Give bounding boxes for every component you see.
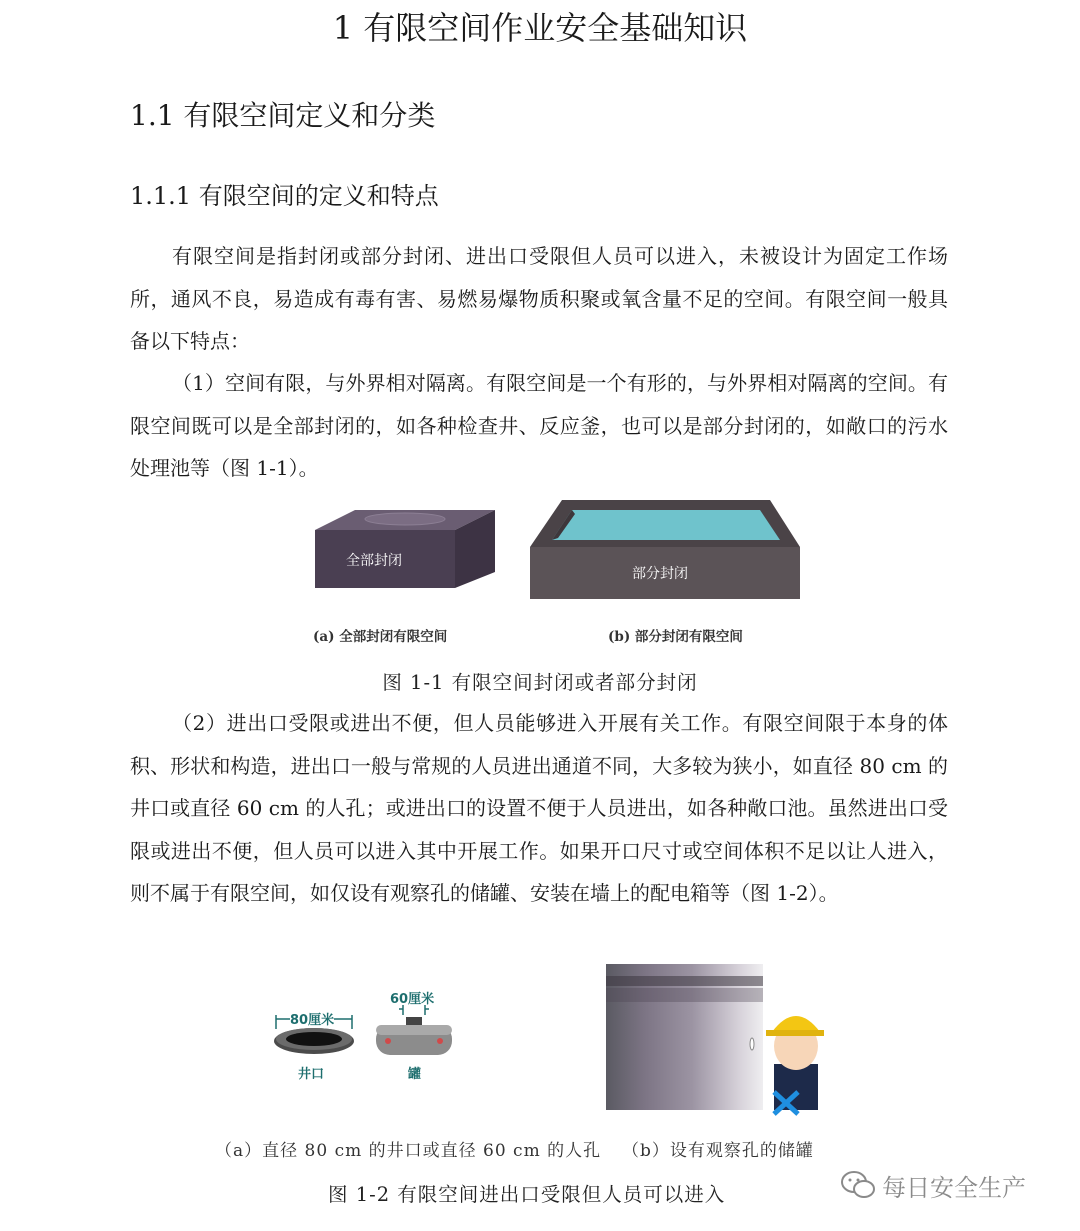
- open-pool: [530, 500, 800, 599]
- label-well: 井口: [298, 1067, 325, 1082]
- figure-1-1-subcaption-a: (a) 全部封闭有限空间: [313, 629, 448, 645]
- watermark: [840, 1168, 1060, 1202]
- figure-1-2-subcaption-a: （a）直径 80 cm 的井口或直径 60 cm 的人孔: [215, 1141, 602, 1161]
- label-tank: 罐: [408, 1067, 422, 1082]
- figure-1-1-caption: 图 1-1 有限空间封闭或者部分封闭: [382, 671, 698, 694]
- point-2-paragraph: （2）进出口受限或进出不便，但人员能够进入开展有关工作。有限空间限于本身的体积、形状和构造，进出口一般与常规的人员进出通道不同，大多较为狭小，如直径 80 cm 的井口或直径 60 cm 的人孔；或进出口的设置不便于人员进出，如各种敞口池。虽然进出口受限或进出不便，但人员可以进入其中开展工作。如果开口尺寸或空间体积不足以让人进入，则不属于有限空间，如仅设有观察孔的储罐、安装在墙上的配电箱等（图 1-2）。: [130, 711, 948, 905]
- closed-space-box: [315, 510, 495, 588]
- section-title: 1.1 有限空间定义和分类: [130, 99, 436, 132]
- subsection-title: 1.1.1 有限空间的定义和特点: [130, 182, 439, 210]
- figure-1-1-illustration: [300, 492, 810, 612]
- figure-1-2-caption: 图 1-2 有限空间进出口受限但人员可以进入: [328, 1183, 726, 1206]
- figure-1-2b-svg: [606, 964, 830, 1116]
- label-80cm: 80厘米: [290, 1009, 334, 1028]
- tank-icon: [376, 1005, 452, 1055]
- label-60cm: 60厘米: [390, 992, 435, 1007]
- figure-1-2-subcaption-b: （b）设有观察孔的储罐: [622, 1141, 814, 1161]
- storage-tank-icon: [606, 964, 763, 1110]
- chapter-title: 1 有限空间作业安全基础知识: [332, 9, 748, 47]
- wechat-icon: [840, 1170, 876, 1200]
- figure-1-2b-illustration: [606, 964, 830, 1116]
- point-1-paragraph: （1）空间有限，与外界相对隔离。有限空间是一个有形的，与外界相对隔离的空间。有限空间既可以是全部封闭的，如各种检查井、反应釜，也可以是部分封闭的，如敞口的污水处理池等（图 1-1）。: [130, 371, 948, 480]
- intro-paragraph: 有限空间是指封闭或部分封闭、进出口受限但人员可以进入，未被设计为固定工作场所，通风不良，易造成有毒有害、易燃易爆物质积聚或氧含量不足的空间。有限空间一般具备以下特点：: [130, 244, 948, 353]
- open-pool-label: 部分封闭: [632, 566, 688, 582]
- figure-1-2a-illustration: [268, 985, 468, 1085]
- figure-1-1-subcaption-b: (b) 部分封闭有限空间: [608, 629, 743, 645]
- closed-box-label: 全部封闭: [346, 553, 402, 569]
- watermark-text: 每日安全生产: [882, 1174, 1026, 1202]
